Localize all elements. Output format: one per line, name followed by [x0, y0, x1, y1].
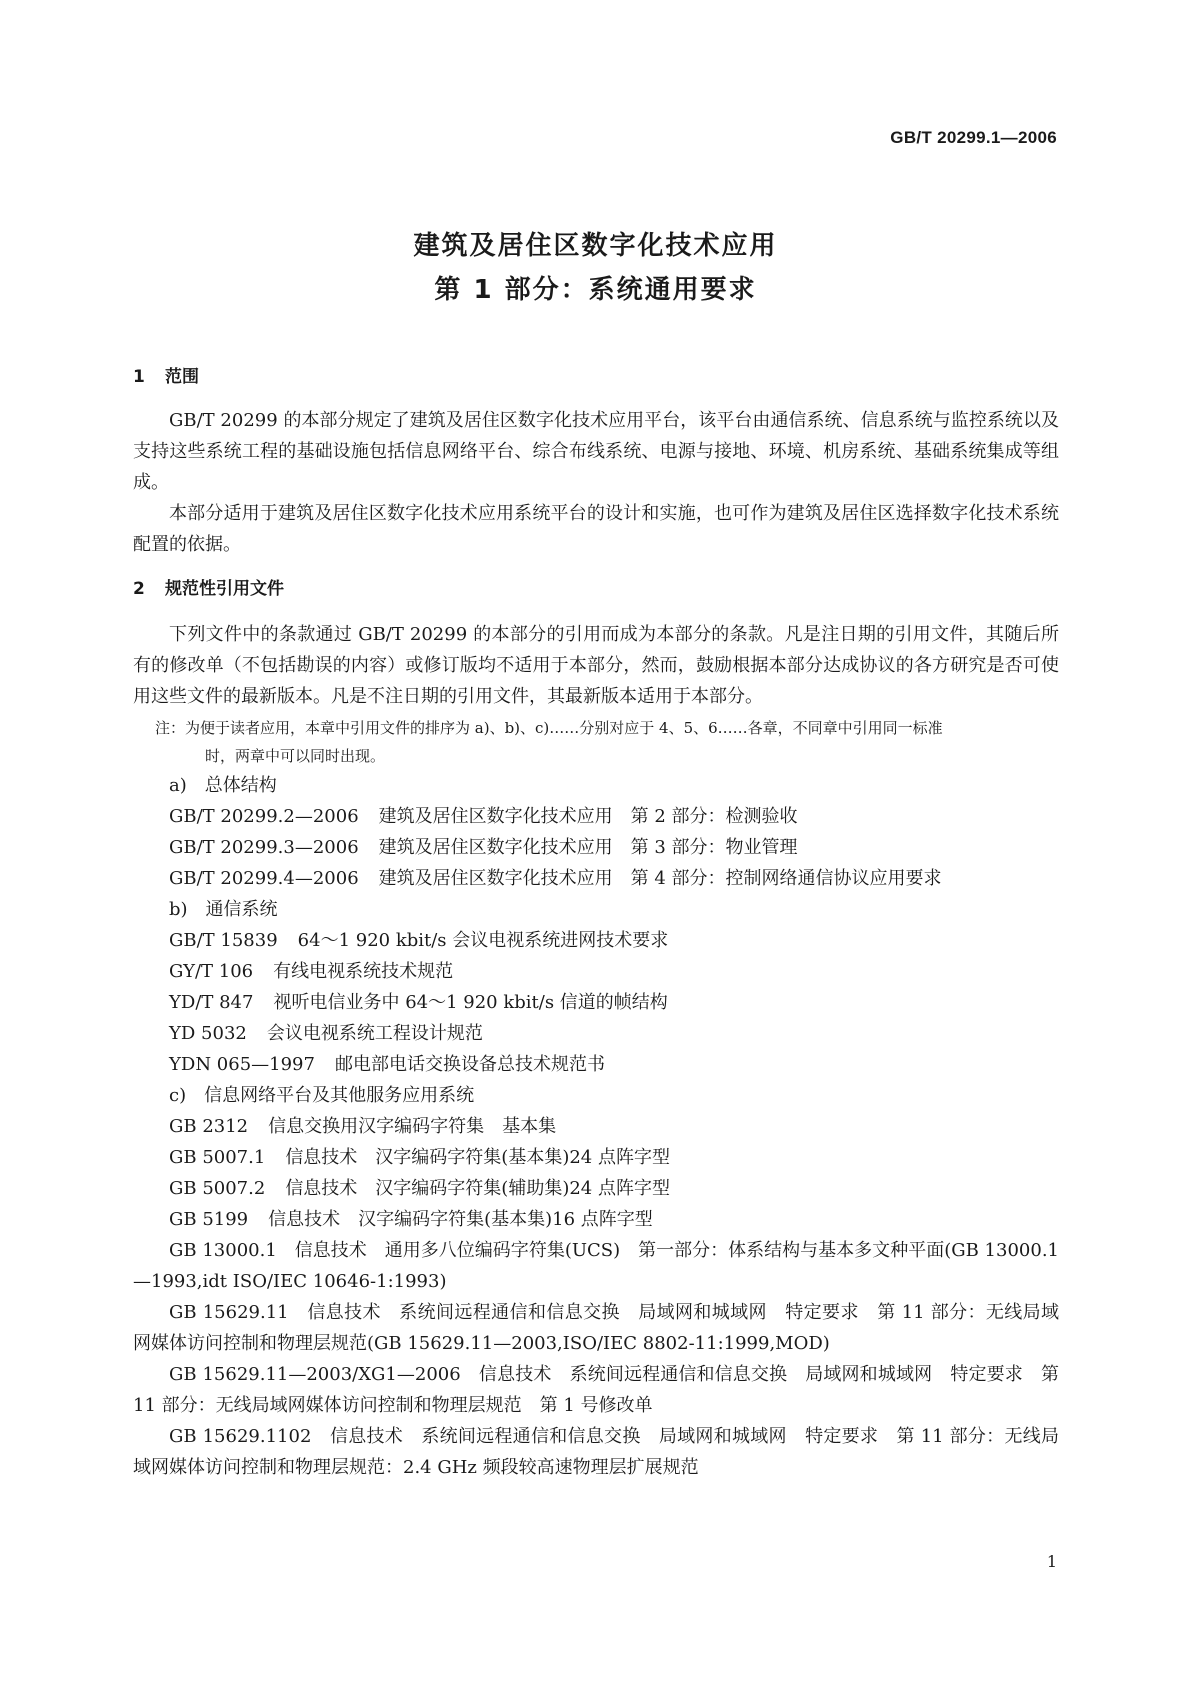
note-line: 注：为便于读者应用，本章中引用文件的排序为 a)、b)、c)……分别对应于 4、5、6……各章，不同章中引用同一标准: [155, 719, 943, 737]
document-body: [133, 362, 1059, 1483]
references-intro: 下列文件中的条款通过 GB/T 20299 的本部分的引用而成为本部分的条款。凡是注日期的引用文件，其随后所有的修改单（不包括勘误的内容）或修订版均不适用于本部分，然而，鼓励根据本部分达成协议的各方研究是否可使用这些文件的最新版本。凡是不注日期的引用文件，其最新版本适用于本部分。: [133, 624, 1059, 707]
reference-item: [133, 1204, 1059, 1235]
reference-title: 信息交换用汉字编码字符集 基本集: [268, 1116, 557, 1137]
reference-title: 64～1 920 kbit/s 会议电视系统进网技术要求: [297, 930, 669, 951]
reference-code: YD 5032: [169, 1023, 247, 1044]
group-label-b: b) 通信系统: [169, 899, 278, 920]
reference-item-long: GB 15629.1102 信息技术 系统间远程通信和信息交换 局域网和城域网 特定要求 第 11 部分：无线局域网媒体访问控制和物理层规范：2.4 GHz 频段较高速物理层扩展规范: [133, 1426, 1059, 1478]
section-heading-normative-references: [133, 574, 1059, 605]
reference-title: 建筑及居住区数字化技术应用 第 3 部分：物业管理: [378, 837, 798, 858]
group-label-c: c) 信息网络平台及其他服务应用系统: [169, 1085, 475, 1106]
references-note: [133, 714, 1059, 770]
reference-code: GB/T 20299.3—2006: [169, 837, 359, 858]
reference-title: 有线电视系统技术规范: [273, 961, 454, 982]
section-title: 范围: [165, 367, 199, 387]
reference-code: GB/T 20299.4—2006: [169, 868, 359, 889]
reference-code: GB 2312: [169, 1116, 249, 1137]
reference-item: [133, 801, 1059, 832]
reference-title: 会议电视系统工程设计规范: [266, 1023, 483, 1044]
reference-item-long: GB 13000.1 信息技术 通用多八位编码字符集(UCS) 第一部分：体系结构与基本多文种平面(GB 13000.1—1993,idt ISO/IEC 10646-1:1993): [133, 1240, 1059, 1292]
group-label-a: a) 总体结构: [169, 775, 277, 796]
section-heading-scope: [133, 362, 1059, 393]
reference-item: [133, 863, 1059, 894]
standard-number: GB/T 20299.1—2006: [890, 128, 1057, 147]
reference-item: [133, 832, 1059, 863]
reference-title: 信息技术 汉字编码字符集(基本集)16 点阵字型: [268, 1209, 653, 1230]
page-number: 1: [1046, 1552, 1057, 1571]
reference-item: [133, 987, 1059, 1018]
reference-item: [133, 1018, 1059, 1049]
title-line-2: 第 1 部分：系统通用要求: [434, 275, 757, 305]
reference-item: [133, 1049, 1059, 1080]
section-number: 2: [133, 579, 145, 599]
reference-item: [133, 1142, 1059, 1173]
reference-item: [133, 1111, 1059, 1142]
reference-code: GY/T 106: [169, 961, 254, 982]
reference-code: GB/T 20299.2—2006: [169, 806, 359, 827]
reference-title: 邮电部电话交换设备总技术规范书: [334, 1054, 605, 1075]
reference-title: 视听电信业务中 64～1 920 kbit/s 信道的帧结构: [273, 992, 668, 1013]
scope-paragraph: 本部分适用于建筑及居住区数字化技术应用系统平台的设计和实施，也可作为建筑及居住区选择数字化技术系统配置的依据。: [133, 503, 1059, 555]
reference-code: YD/T 847: [169, 992, 254, 1013]
reference-code: GB 5199: [169, 1209, 249, 1230]
reference-title: 建筑及居住区数字化技术应用 第 4 部分：控制网络通信协议应用要求: [378, 868, 942, 889]
reference-code: GB 5007.1: [169, 1147, 266, 1168]
reference-item: [133, 925, 1059, 956]
reference-title: 信息技术 汉字编码字符集(辅助集)24 点阵字型: [285, 1178, 670, 1199]
section-title: 规范性引用文件: [165, 579, 284, 599]
reference-item: [133, 956, 1059, 987]
reference-item-long: GB 15629.11—2003/XG1—2006 信息技术 系统间远程通信和信息交换 局域网和城域网 特定要求 第 11 部分：无线局域网媒体访问控制和物理层规范 第 1 号修改单: [133, 1364, 1059, 1416]
reference-title: 建筑及居住区数字化技术应用 第 2 部分：检测验收: [378, 806, 798, 827]
reference-code: GB/T 15839: [169, 930, 278, 951]
scope-paragraph: GB/T 20299 的本部分规定了建筑及居住区数字化技术应用平台，该平台由通信系统、信息系统与监控系统以及支持这些系统工程的基础设施包括信息网络平台、综合布线系统、电源与接地、环境、机房系统、基础系统集成等组成。: [133, 410, 1059, 493]
reference-code: YDN 065—1997: [169, 1054, 315, 1075]
reference-code: GB 5007.2: [169, 1178, 266, 1199]
note-line: 时，两章中可以同时出现。: [205, 747, 386, 765]
reference-title: 信息技术 汉字编码字符集(基本集)24 点阵字型: [285, 1147, 670, 1168]
reference-item-long: GB 15629.11 信息技术 系统间远程通信和信息交换 局域网和城域网 特定要求 第 11 部分：无线局域网媒体访问控制和物理层规范(GB 15629.11—2003,ISO/IEC 8802-11:1999,MOD): [133, 1302, 1059, 1354]
section-number: 1: [133, 367, 145, 387]
reference-item: [133, 1173, 1059, 1204]
title-line-1: 建筑及居住区数字化技术应用: [413, 231, 778, 261]
document-title: [0, 224, 1191, 312]
